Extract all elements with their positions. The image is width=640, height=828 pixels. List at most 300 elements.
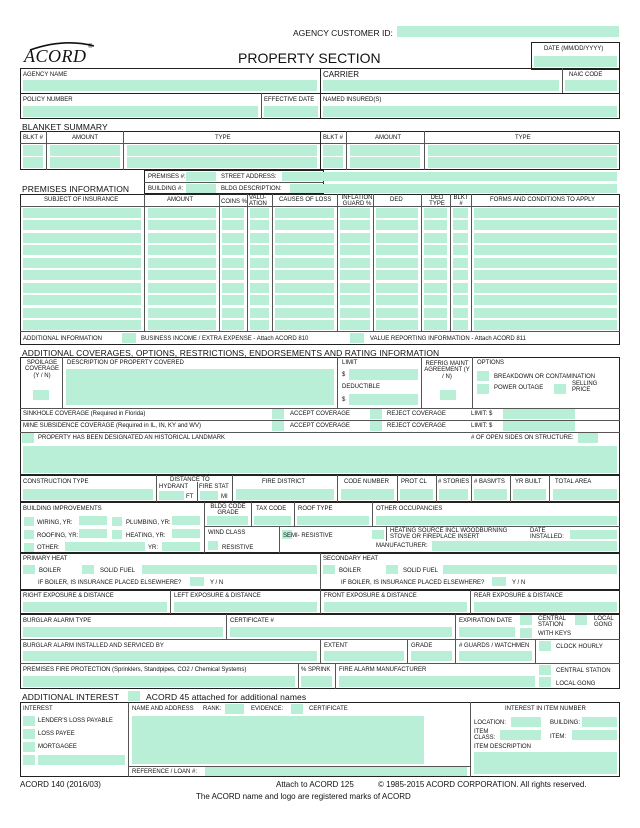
premises-row-4-forms-line2[interactable] xyxy=(474,295,617,305)
acord-logo-text: ACORD xyxy=(24,46,87,66)
spoilage-deductible-field[interactable] xyxy=(349,394,418,405)
roofing-checkbox[interactable] xyxy=(24,530,34,539)
fire-alarm-manufacturer-field[interactable] xyxy=(339,676,535,687)
secondary-boiler-checkbox[interactable] xyxy=(323,565,335,574)
reference-loan-field[interactable] xyxy=(205,767,467,776)
semi-resistive-label: SEMI- RESISTIVE xyxy=(283,533,333,539)
date-installed-field[interactable] xyxy=(570,530,617,539)
acord45-checkbox[interactable] xyxy=(128,691,140,701)
primary-solid-fuel-checkbox[interactable] xyxy=(82,565,94,574)
premises-row-4-causes-line2[interactable] xyxy=(275,295,334,305)
secondary-boiler-label: BOILER xyxy=(339,568,362,574)
col-coins: COINS % xyxy=(221,199,248,205)
premises-row-4-blkt[interactable] xyxy=(453,283,468,293)
premises-row-4-blkt-line2[interactable] xyxy=(453,295,468,305)
premises-row-5-ded-type-line2[interactable] xyxy=(424,320,447,330)
clock-hourly-label: CLOCK HOURLY xyxy=(556,644,603,650)
primary-yn-label: Y / N xyxy=(210,580,224,586)
premises-row-5-subject[interactable] xyxy=(23,308,141,318)
premises-row-2-blkt-line2[interactable] xyxy=(453,245,468,255)
evidence-checkbox[interactable] xyxy=(291,704,303,714)
guards-watchmen-label: # GUARDS / WATCHMEN xyxy=(459,643,530,649)
mortgagee-checkbox[interactable] xyxy=(23,742,35,752)
premises-row-4-inflation[interactable] xyxy=(340,283,370,293)
premises-row-2-inflation-line2[interactable] xyxy=(340,245,370,255)
construction-type-label: CONSTRUCTION TYPE xyxy=(23,479,89,485)
building-field[interactable] xyxy=(582,717,617,727)
fire-district-label: FIRE DISTRICT xyxy=(262,479,305,485)
agency-customer-id-label: AGENCY CUSTOMER ID: xyxy=(293,28,393,38)
premises-row-5-inflation[interactable] xyxy=(340,308,370,318)
premises-row-5-amount[interactable] xyxy=(148,308,216,318)
heating-checkbox[interactable] xyxy=(112,530,122,539)
rank-label: RANK: xyxy=(203,706,222,712)
other-occupancies-field[interactable] xyxy=(376,516,617,525)
premises-row-4-causes[interactable] xyxy=(275,283,334,293)
limit-dollar-sign: $ xyxy=(342,372,346,378)
mine-reject-label: REJECT COVERAGE xyxy=(387,423,446,429)
premises-row-1-amount-line2[interactable] xyxy=(148,220,216,230)
premises-row-5-amount-line2[interactable] xyxy=(148,320,216,330)
premises-row-5-ded-line2[interactable] xyxy=(376,320,418,330)
blanket-amount-1[interactable] xyxy=(50,145,120,156)
alarm-installed-by-field[interactable] xyxy=(23,651,317,661)
roofing-year[interactable] xyxy=(79,529,107,538)
spoilage-coverage-field[interactable] xyxy=(33,390,49,400)
agency-name-field[interactable] xyxy=(23,80,317,91)
premises-row-1-amount[interactable] xyxy=(148,208,216,218)
col-ded-type: DED TYPE xyxy=(429,195,445,208)
fire-station-distance-field[interactable] xyxy=(200,491,218,500)
blkt-header-right: BLKT # xyxy=(323,135,343,141)
secondary-heat-other-field[interactable] xyxy=(443,565,617,574)
premises-row-1-coins[interactable] xyxy=(222,208,244,218)
name-and-address-field[interactable] xyxy=(132,716,424,764)
rank-field[interactable] xyxy=(225,704,244,714)
primary-heat-other-field[interactable] xyxy=(142,565,317,574)
sprink-field[interactable] xyxy=(301,676,332,687)
naic-code-field[interactable] xyxy=(565,80,617,91)
col-valuation: VALU- ATION xyxy=(249,195,267,208)
date-field[interactable] xyxy=(534,56,617,67)
stories-label: # STORIES xyxy=(438,479,470,485)
agency-name-label: AGENCY NAME xyxy=(23,72,68,78)
type-header-right: TYPE xyxy=(515,135,531,141)
premises-row-4-ded-line2[interactable] xyxy=(376,295,418,305)
front-exposure-label: FRONT EXPOSURE & DISTANCE xyxy=(324,593,417,599)
mine-accept-checkbox[interactable] xyxy=(272,421,284,431)
spoilage-limit-label: LIMIT xyxy=(342,360,358,366)
interest-other-checkbox[interactable] xyxy=(23,755,35,765)
premises-row-2-ded-type[interactable] xyxy=(424,233,447,243)
carrier-field[interactable] xyxy=(323,80,559,91)
bldg-code-grade-label: BLDG CODE GRADE xyxy=(210,504,246,517)
policy-number-label: POLICY NUMBER xyxy=(23,97,73,103)
premises-row-4-coins[interactable] xyxy=(222,283,244,293)
mine-reject-checkbox[interactable] xyxy=(370,421,382,431)
fire-central-station-checkbox[interactable] xyxy=(539,665,551,675)
blkt-header-left: BLKT # xyxy=(23,135,43,141)
item-field[interactable] xyxy=(572,730,617,740)
premises-row-4-coins-line2[interactable] xyxy=(222,295,244,305)
premises-row-5-causes-line2[interactable] xyxy=(275,320,334,330)
interest-label: INTEREST xyxy=(23,706,53,712)
premises-row-3-subject-line2[interactable] xyxy=(23,270,141,280)
refrig-maint-field[interactable] xyxy=(440,390,456,400)
central-station-checkbox[interactable] xyxy=(520,615,532,625)
premises-fire-protection-label: PREMISES FIRE PROTECTION (Sprinklers, Standpipes, CO2 / Chemical Systems) xyxy=(23,667,247,673)
local-gong-checkbox[interactable] xyxy=(575,615,587,625)
premises-row-3-inflation-line2[interactable] xyxy=(340,270,370,280)
building-improvements-label: BUILDING IMPROVEMENTS xyxy=(23,506,102,512)
rear-exposure-field[interactable] xyxy=(474,602,617,612)
premises-row-2-ded-line2[interactable] xyxy=(376,245,418,255)
wind-class-label: WIND CLASS xyxy=(208,530,246,536)
blanket-type-4[interactable] xyxy=(428,157,617,168)
secondary-if-boiler-field[interactable] xyxy=(492,577,506,586)
reference-loan-label: REFERENCE / LOAN #: xyxy=(132,769,198,775)
premises-row-4-inflation-line2[interactable] xyxy=(340,295,370,305)
left-exposure-label: LEFT EXPOSURE & DISTANCE xyxy=(174,593,261,599)
page-title: PROPERTY SECTION xyxy=(238,50,381,66)
year-built-field[interactable] xyxy=(513,489,546,500)
other-improvement-label: OTHER: xyxy=(37,545,60,551)
premises-number-label: PREMISES #: xyxy=(148,174,186,180)
premises-row-5-forms[interactable] xyxy=(474,308,617,318)
description-of-property-label: DESCRIPTION OF PROPERTY COVERED xyxy=(67,360,184,366)
blanket-blkt-4[interactable] xyxy=(323,157,343,168)
business-income-checkbox[interactable] xyxy=(350,333,364,343)
premises-row-3-valuation-line2[interactable] xyxy=(250,270,269,280)
premises-row-3-coins[interactable] xyxy=(222,258,244,268)
col-subject-of-insurance: SUBJECT OF INSURANCE xyxy=(44,197,119,203)
premises-row-1-ded[interactable] xyxy=(376,208,418,218)
front-exposure-field[interactable] xyxy=(324,602,467,612)
deductible-dollar-sign: $ xyxy=(342,397,346,403)
coverages-remarks-field[interactable] xyxy=(23,446,617,473)
roof-type-label: ROOF TYPE xyxy=(298,506,333,512)
mortgagee-label: MORTGAGEE xyxy=(38,744,77,750)
premises-row-3-ded-type[interactable] xyxy=(424,258,447,268)
premises-row-4-valuation[interactable] xyxy=(250,283,269,293)
primary-boiler-label: BOILER xyxy=(39,568,62,574)
local-gong-label: LOCAL GONG xyxy=(594,616,614,629)
premises-row-4-valuation-line2[interactable] xyxy=(250,295,269,305)
named-insureds-label: NAMED INSURED(S) xyxy=(323,97,382,103)
basements-field[interactable] xyxy=(474,489,507,500)
premises-row-2-subject-line2[interactable] xyxy=(23,245,141,255)
loss-payee-label: LOSS PAYEE xyxy=(38,731,75,737)
tax-code-field[interactable] xyxy=(254,516,291,525)
premises-row-5-forms-line2[interactable] xyxy=(474,320,617,330)
blanket-type-2[interactable] xyxy=(428,145,617,156)
premises-row-3-valuation[interactable] xyxy=(250,258,269,268)
col-amount: AMOUNT xyxy=(167,197,193,203)
premises-row-2-forms[interactable] xyxy=(474,233,617,243)
premises-row-5-coins[interactable] xyxy=(222,308,244,318)
premises-row-3-ded-line2[interactable] xyxy=(376,270,418,280)
secondary-solid-fuel-checkbox[interactable] xyxy=(386,565,398,574)
mine-accept-label: ACCEPT COVERAGE xyxy=(290,423,350,429)
premises-row-3-amount-line2[interactable] xyxy=(148,270,216,280)
total-area-label: TOTAL AREA xyxy=(555,479,592,485)
premises-row-1-ded-line2[interactable] xyxy=(376,220,418,230)
mine-limit-label: LIMIT: $ xyxy=(471,423,493,429)
premises-row-1-ded-type-line2[interactable] xyxy=(424,220,447,230)
col-ded: DED xyxy=(390,197,403,203)
year-built-label: YR BUILT xyxy=(515,479,542,485)
location-field[interactable] xyxy=(511,717,541,727)
amount-header-left: AMOUNT xyxy=(72,135,98,141)
premises-row-1-ded-type[interactable] xyxy=(424,208,447,218)
premises-row-2-ded-type-line2[interactable] xyxy=(424,245,447,255)
attach-to-acord-125: Attach to ACORD 125 xyxy=(276,780,354,789)
basements-label: # BASM'TS xyxy=(474,479,505,485)
date-installed-label: DATE INSTALLED: xyxy=(530,528,564,541)
premises-row-5-coins-line2[interactable] xyxy=(222,320,244,330)
premises-row-5-causes[interactable] xyxy=(275,308,334,318)
mine-limit-field[interactable] xyxy=(503,421,575,431)
premises-row-1-causes-line2[interactable] xyxy=(275,220,334,230)
primary-if-boiler-field[interactable] xyxy=(190,577,204,586)
other-year-label: YR: xyxy=(148,545,159,551)
alarm-certificate-field[interactable] xyxy=(230,627,452,637)
other-year[interactable] xyxy=(162,542,200,551)
sinkhole-accept-checkbox[interactable] xyxy=(272,409,284,419)
blanket-type-3[interactable] xyxy=(127,157,317,168)
named-insureds-field[interactable] xyxy=(323,106,617,117)
certificate-label: CERTIFICATE xyxy=(309,706,348,712)
secondary-solid-fuel-label: SOLID FUEL xyxy=(403,568,439,574)
roofing-label: ROOFING, YR: xyxy=(37,533,79,539)
premises-row-4-subject[interactable] xyxy=(23,283,141,293)
loss-payee-checkbox[interactable] xyxy=(23,729,35,739)
premises-row-5-ded-type[interactable] xyxy=(424,308,447,318)
premises-row-2-valuation[interactable] xyxy=(250,233,269,243)
effective-date-field[interactable] xyxy=(264,106,318,117)
business-income-label: BUSINESS INCOME / EXTRA EXPENSE - Attach ACORD 810 xyxy=(141,336,309,342)
primary-solid-fuel-label: SOLID FUEL xyxy=(100,568,136,574)
premises-row-3-inflation[interactable] xyxy=(340,258,370,268)
item-description-field[interactable] xyxy=(474,752,617,774)
interest-other-field[interactable] xyxy=(38,755,125,765)
premises-row-4-forms[interactable] xyxy=(474,283,617,293)
premises-row-5-valuation-line2[interactable] xyxy=(250,320,269,330)
premises-number-field[interactable] xyxy=(186,172,216,181)
premises-row-1-subject[interactable] xyxy=(23,208,141,218)
premises-row-4-ded-type-line2[interactable] xyxy=(424,295,447,305)
premises-row-1-forms-line2[interactable] xyxy=(474,220,617,230)
premises-row-3-blkt-line2[interactable] xyxy=(453,270,468,280)
premises-row-4-amount[interactable] xyxy=(148,283,216,293)
alarm-extent-field[interactable] xyxy=(324,651,404,661)
premises-row-3-coins-line2[interactable] xyxy=(222,270,244,280)
spoilage-limit-field[interactable] xyxy=(349,369,418,380)
sinkhole-limit-field[interactable] xyxy=(503,409,575,419)
prot-cl-label: PROT CL xyxy=(401,479,427,485)
additional-information-checkbox[interactable] xyxy=(122,333,136,343)
premises-row-3-subject[interactable] xyxy=(23,258,141,268)
alarm-certificate-label: CERTIFICATE # xyxy=(230,618,274,624)
blanket-summary-title: BLANKET SUMMARY xyxy=(22,122,108,132)
premises-row-2-subject[interactable] xyxy=(23,233,141,243)
premises-row-5-valuation[interactable] xyxy=(250,308,269,318)
blanket-amount-2[interactable] xyxy=(350,145,420,156)
premises-row-1-valuation-line2[interactable] xyxy=(250,220,269,230)
construction-type-field[interactable] xyxy=(23,489,153,500)
manufacturer-field[interactable] xyxy=(432,541,617,551)
bldg-code-grade-field[interactable] xyxy=(207,516,248,525)
additional-coverages-title: ADDITIONAL COVERAGES, OPTIONS, RESTRICTIONS, ENDORSEMENTS AND RATING INFORMATION xyxy=(22,348,440,358)
premises-row-2-valuation-line2[interactable] xyxy=(250,245,269,255)
premises-row-2-coins[interactable] xyxy=(222,233,244,243)
premises-row-5-ded[interactable] xyxy=(376,308,418,318)
blanket-amount-3[interactable] xyxy=(50,157,120,168)
blanket-blkt-1[interactable] xyxy=(23,145,43,156)
premises-row-3-causes-line2[interactable] xyxy=(275,270,334,280)
fire-district-field[interactable] xyxy=(236,489,334,500)
other-improvement-field[interactable] xyxy=(65,542,145,551)
premises-row-3-ded-type-line2[interactable] xyxy=(424,270,447,280)
premises-row-1-forms[interactable] xyxy=(474,208,617,218)
left-exposure-field[interactable] xyxy=(174,602,317,612)
item-description-label: ITEM DESCRIPTION xyxy=(474,744,532,750)
burglar-alarm-type-field[interactable] xyxy=(23,627,223,637)
street-address-field[interactable] xyxy=(282,172,617,181)
heating-year[interactable] xyxy=(172,529,200,538)
alarm-installed-by-label: BURGLAR ALARM INSTALLED AND SERVICED BY xyxy=(23,643,164,649)
prot-cl-field[interactable] xyxy=(400,489,433,500)
description-of-property-field[interactable] xyxy=(66,369,334,405)
plumbing-checkbox[interactable] xyxy=(112,517,122,526)
premises-row-1-inflation-line2[interactable] xyxy=(340,220,370,230)
premises-row-1-subject-line2[interactable] xyxy=(23,220,141,230)
premises-row-1-inflation[interactable] xyxy=(340,208,370,218)
refrig-maint-label: REFRIG MAINT AGREEMENT (Y / N) xyxy=(424,361,470,380)
breakdown-label: BREAKDOWN OR CONTAMINATION xyxy=(494,374,596,380)
premises-row-3-amount[interactable] xyxy=(148,258,216,268)
fire-local-gong-checkbox[interactable] xyxy=(539,677,551,687)
policy-number-field[interactable] xyxy=(23,106,258,117)
item-class-field[interactable] xyxy=(500,730,541,740)
open-sides-field[interactable] xyxy=(578,433,598,443)
sinkhole-reject-label: REJECT COVERAGE xyxy=(387,411,446,417)
blanket-blkt-3[interactable] xyxy=(23,157,43,168)
premises-row-2-causes-line2[interactable] xyxy=(275,245,334,255)
alarm-expiration-field[interactable] xyxy=(459,627,515,637)
premises-row-4-ded-type[interactable] xyxy=(424,283,447,293)
premises-row-5-blkt[interactable] xyxy=(453,308,468,318)
sinkhole-reject-checkbox[interactable] xyxy=(370,409,382,419)
premises-row-1-blkt[interactable] xyxy=(453,208,468,218)
sprink-label: % SPRINK xyxy=(301,667,331,673)
premises-row-4-ded[interactable] xyxy=(376,283,418,293)
premises-row-2-coins-line2[interactable] xyxy=(222,245,244,255)
lenders-loss-payable-label: LENDER'S LOSS PAYABLE xyxy=(38,718,113,724)
premises-row-2-causes[interactable] xyxy=(275,233,334,243)
other-occupancies-label: OTHER OCCUPANCIES xyxy=(376,506,443,512)
agency-customer-id-field[interactable] xyxy=(397,26,619,37)
plumbing-year[interactable] xyxy=(172,516,200,525)
building-number-field[interactable] xyxy=(186,184,216,193)
wind-resistive-checkbox[interactable] xyxy=(208,541,218,550)
rear-exposure-label: REAR EXPOSURE & DISTANCE xyxy=(474,593,563,599)
premises-row-5-blkt-line2[interactable] xyxy=(453,320,468,330)
premises-row-4-amount-line2[interactable] xyxy=(148,295,216,305)
right-exposure-field[interactable] xyxy=(23,602,167,612)
building-label: BUILDING: xyxy=(550,720,581,726)
premises-row-5-inflation-line2[interactable] xyxy=(340,320,370,330)
premises-row-1-coins-line2[interactable] xyxy=(222,220,244,230)
premises-row-2-ded[interactable] xyxy=(376,233,418,243)
premises-row-3-ded[interactable] xyxy=(376,258,418,268)
premises-row-3-forms[interactable] xyxy=(474,258,617,268)
premises-row-1-valuation[interactable] xyxy=(250,208,269,218)
premises-row-2-forms-line2[interactable] xyxy=(474,245,617,255)
spoilage-deductible-label: DEDUCTIBLE xyxy=(342,384,381,390)
roof-type-field[interactable] xyxy=(297,516,369,525)
power-outage-label: POWER OUTAGE xyxy=(494,385,544,391)
central-station-label: CENTRAL STATION xyxy=(538,616,566,629)
hydrant-distance-field[interactable] xyxy=(159,491,184,500)
heating-source-label: HEATING SOURCE INCL WOODBURNING STOVE OR FIREPLACE INSERT xyxy=(390,528,508,541)
with-keys-checkbox[interactable] xyxy=(520,628,532,638)
bldg-description-field[interactable] xyxy=(290,184,617,193)
alarm-grade-field[interactable] xyxy=(411,651,452,661)
guards-watchmen-field[interactable] xyxy=(459,651,532,661)
premises-row-5-subject-line2[interactable] xyxy=(23,320,141,330)
code-number-field[interactable] xyxy=(341,489,394,500)
premises-row-4-subject-line2[interactable] xyxy=(23,295,141,305)
additional-information-label: ADDITIONAL INFORMATION xyxy=(23,336,103,342)
other-checkbox[interactable] xyxy=(24,543,34,552)
secondary-heat-label: SECONDARY HEAT xyxy=(323,556,379,562)
wiring-label: WIRING, YR: xyxy=(37,520,73,526)
selling-price-checkbox[interactable] xyxy=(554,384,566,394)
heating-source-checkbox[interactable] xyxy=(372,530,384,539)
primary-boiler-checkbox[interactable] xyxy=(23,565,35,574)
blanket-type-1[interactable] xyxy=(127,145,317,156)
lenders-loss-payable-checkbox[interactable] xyxy=(23,716,35,726)
clock-hourly-checkbox[interactable] xyxy=(539,641,551,651)
premises-row-2-amount[interactable] xyxy=(148,233,216,243)
wiring-year[interactable] xyxy=(79,516,107,525)
premises-fire-protection-field[interactable] xyxy=(23,676,295,687)
premises-row-3-blkt[interactable] xyxy=(453,258,468,268)
building-number-label: BUILDING #: xyxy=(148,186,184,192)
mi-label: MI xyxy=(221,494,228,500)
premises-row-3-forms-line2[interactable] xyxy=(474,270,617,280)
breakdown-checkbox[interactable] xyxy=(477,371,489,381)
premises-row-2-amount-line2[interactable] xyxy=(148,245,216,255)
power-outage-checkbox[interactable] xyxy=(477,384,489,394)
premises-row-1-blkt-line2[interactable] xyxy=(453,220,468,230)
total-area-field[interactable] xyxy=(553,489,617,500)
premises-row-1-causes[interactable] xyxy=(275,208,334,218)
carrier-label: CARRIER xyxy=(323,70,360,79)
selling-price-label: SELLING PRICE xyxy=(572,381,598,394)
sinkhole-coverage-label: SINKHOLE COVERAGE (Required in Florida) xyxy=(23,411,146,417)
historical-landmark-checkbox[interactable] xyxy=(22,433,34,443)
stories-field[interactable] xyxy=(439,489,468,500)
open-sides-label: # OF OPEN SIDES ON STRUCTURE: xyxy=(471,435,574,441)
wiring-checkbox[interactable] xyxy=(24,517,34,526)
premises-row-3-causes[interactable] xyxy=(275,258,334,268)
blanket-blkt-2[interactable] xyxy=(323,145,343,156)
premises-row-2-inflation[interactable] xyxy=(340,233,370,243)
premises-row-2-blkt[interactable] xyxy=(453,233,468,243)
blanket-amount-4[interactable] xyxy=(350,157,420,168)
